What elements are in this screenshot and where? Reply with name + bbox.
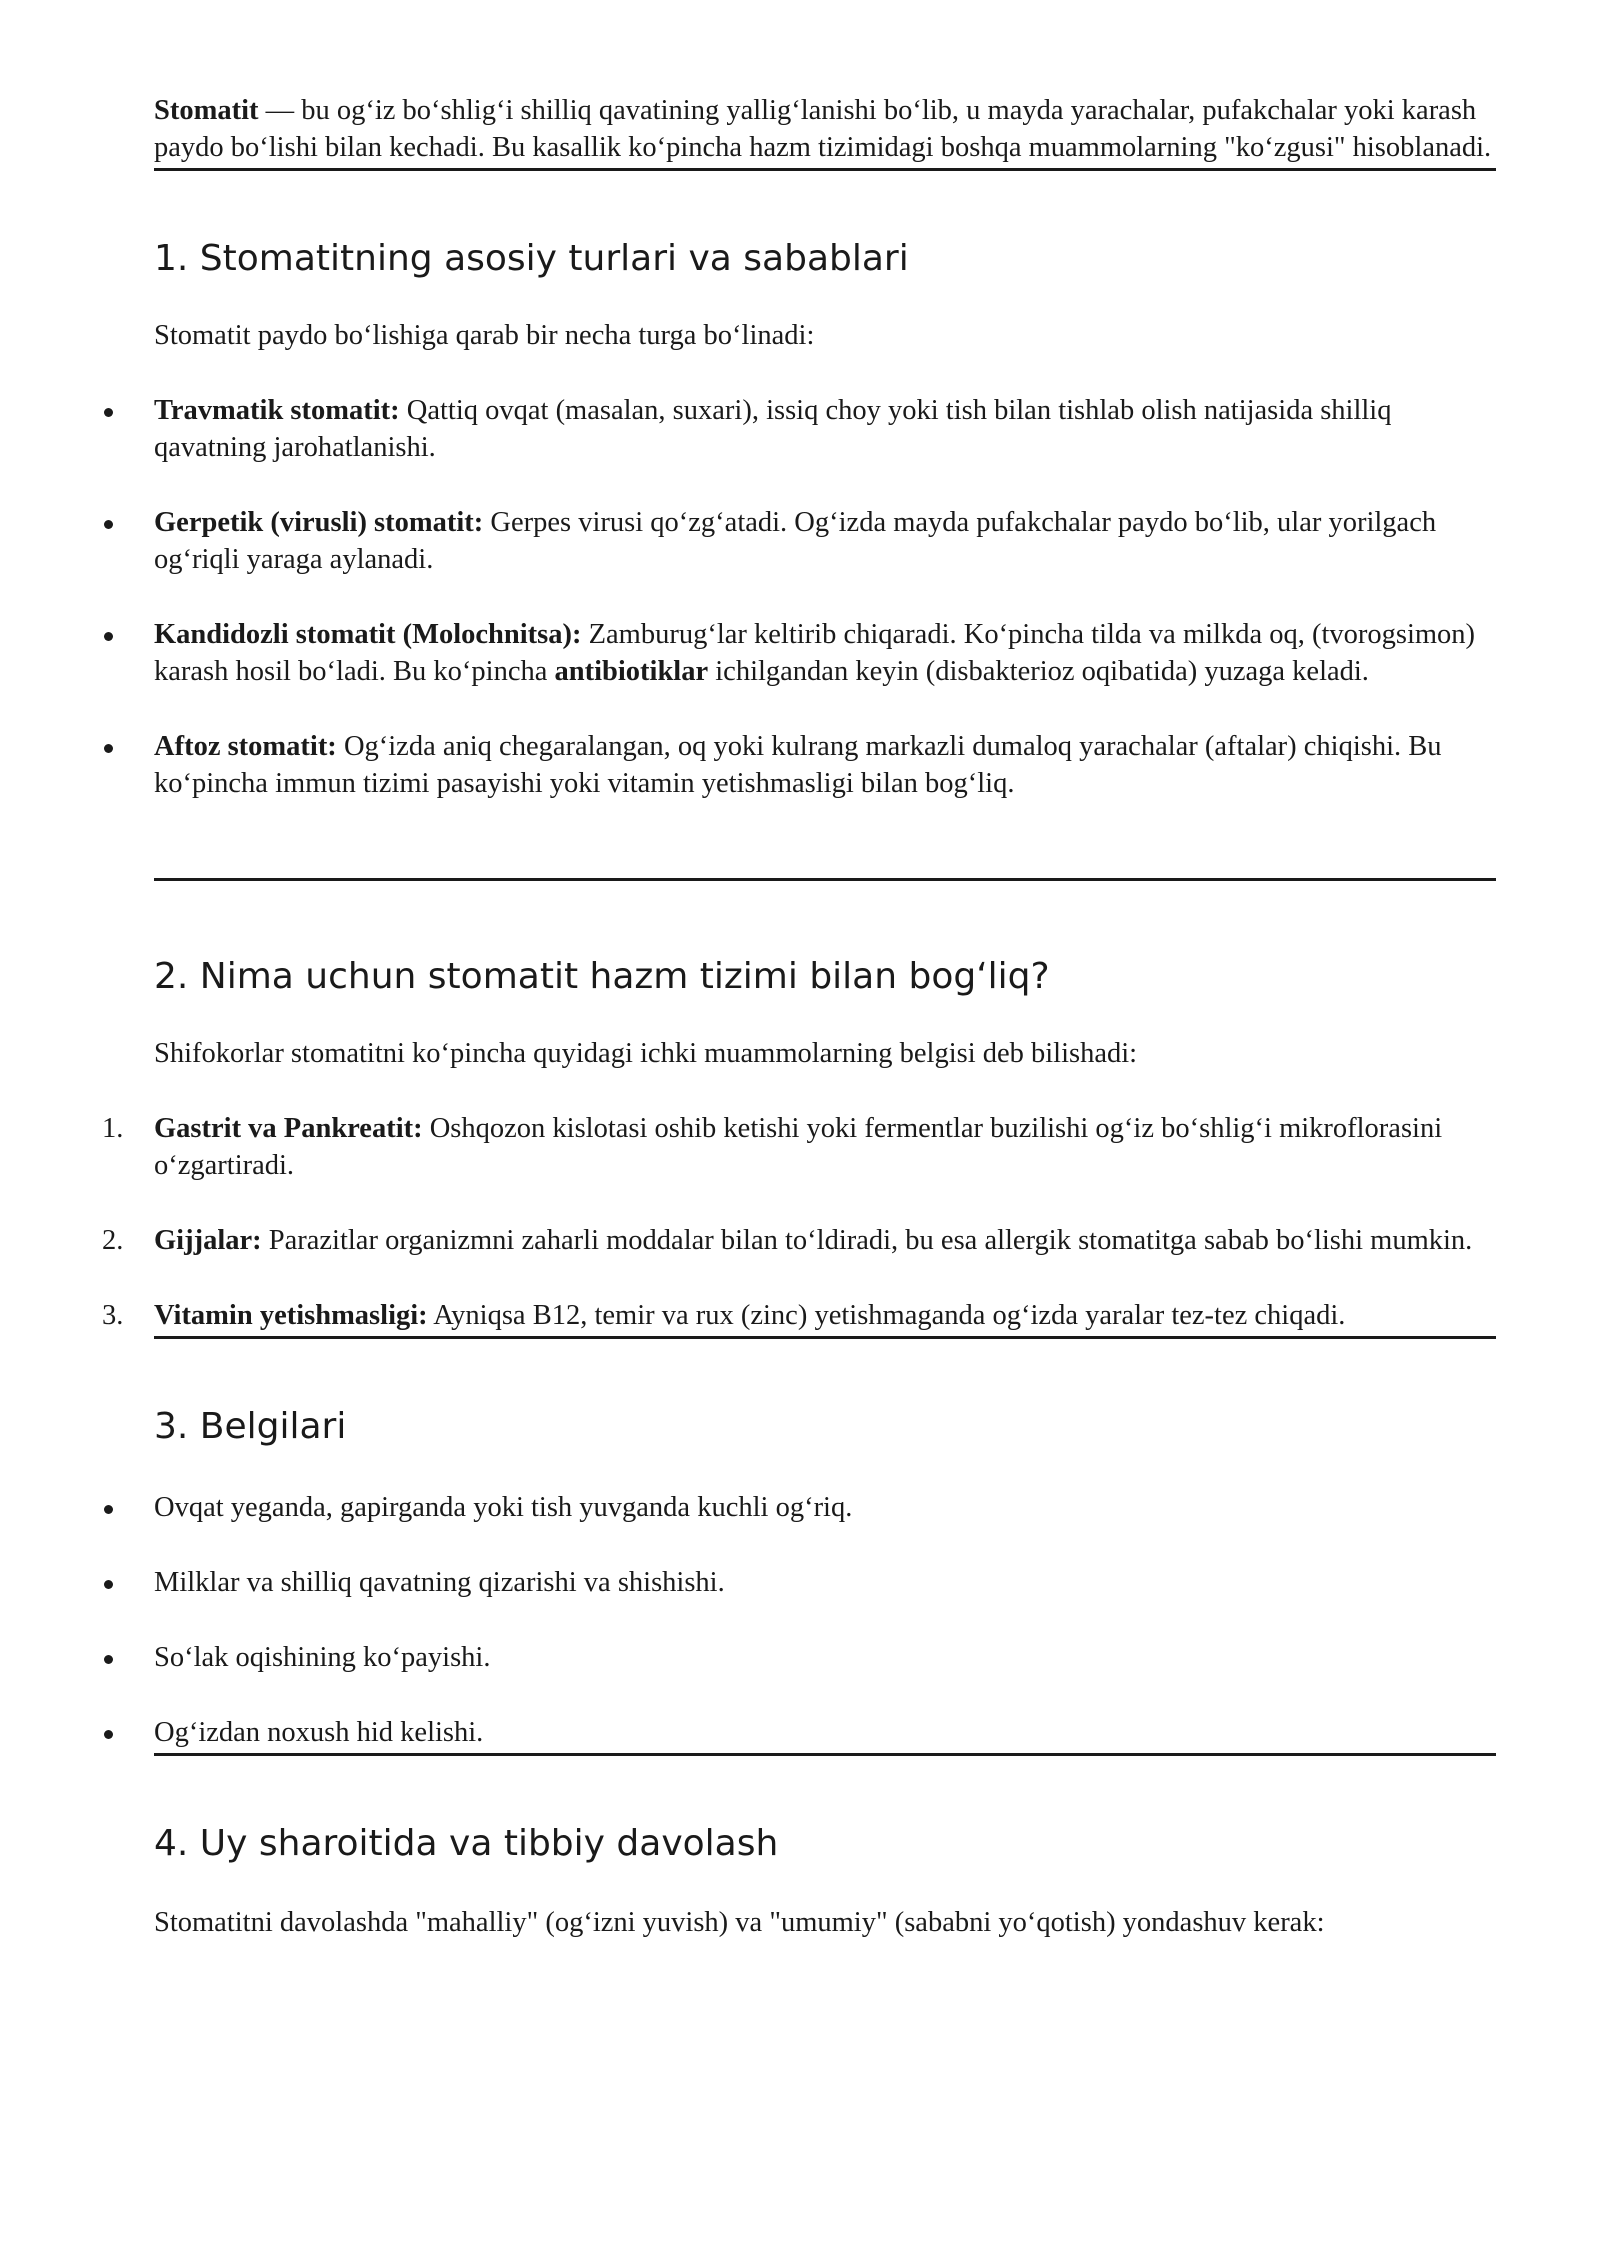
item-text: Og‘izdan noxush hid kelishi. — [154, 1717, 484, 1748]
section3-list — [154, 1489, 1496, 1751]
list-item — [154, 1489, 1496, 1526]
section-heading-2: 2. Nima uchun stomatit hazm tizimi bilan bog‘liq? — [154, 956, 1050, 997]
list-item — [154, 392, 1496, 466]
item-text: Parazitlar organizmni zaharli moddalar bilan to‘ldiradi, bu esa allergik stomatitga sabab bo‘lishi mumkin. — [261, 1225, 1473, 1256]
intro-paragraph — [154, 92, 1496, 166]
list-item — [154, 728, 1496, 802]
section4-lead: Stomatitni davolashda "mahalliy" (og‘izni yuvish) va "umumiy" (sababni yo‘qotish) yondashuv kerak: — [154, 1907, 1325, 1938]
list-item — [154, 1714, 1496, 1751]
list-item — [154, 1639, 1496, 1676]
item-text: Oshqozon kislotasi oshib ketishi yoki fermentlar buzilishi og‘iz bo‘shlig‘i mikroflorasini o‘zgartiradi. — [154, 1113, 1443, 1181]
section2-lead: Shifokorlar stomatitni ko‘pincha quyidagi ichki muammolarning belgisi deb bilishadi: — [154, 1038, 1138, 1069]
divider — [154, 1753, 1496, 1756]
section1-lead: Stomatit paydo bo‘lishiga qarab bir necha turga bo‘linadi: — [154, 320, 815, 351]
item-text: Ayniqsa B12, temir va rux (zinc) yetishmaganda og‘izda yaralar tez-tez chiqadi. — [427, 1300, 1346, 1331]
list-item — [102, 1297, 1496, 1334]
document-page — [102, 92, 1496, 1941]
section-heading-3: 3. Belgilari — [154, 1406, 347, 1447]
item-text: Gerpes virusi qo‘zg‘atadi. Og‘izda mayda pufakchalar paydo bo‘lib, ular yorilgach og‘riqli yaraga aylanadi. — [154, 507, 1437, 575]
item-term: Kandidozli stomatit (Molochnitsa): — [154, 619, 582, 650]
list-item — [154, 616, 1496, 690]
item-number: 1. — [102, 1113, 124, 1144]
item-text: Zamburug‘lar keltirib chiqaradi. Ko‘pincha tilda va milkda oq, (tvorogsimon) karash hosil bo‘ladi. Bu ko‘pincha — [154, 619, 1476, 687]
item-number: 2. — [102, 1225, 124, 1256]
item-number: 3. — [102, 1300, 124, 1331]
item-term: Gastrit va Pankreatit: — [154, 1113, 423, 1144]
section2-list — [102, 1110, 1496, 1334]
section-heading-4: 4. Uy sharoitida va tibbiy davolash — [154, 1823, 779, 1864]
divider — [154, 878, 1496, 881]
item-bold-word: antibiotiklar — [554, 656, 709, 687]
item-text: So‘lak oqishining ko‘payishi. — [154, 1642, 491, 1673]
item-text: ichilgandan keyin (disbakterioz oqibatida) yuzaga keladi. — [708, 656, 1369, 687]
intro-text: — bu og‘iz bo‘shlig‘i shilliq qavatining yallig‘lanishi bo‘lib, u mayda yarachalar, pufakchalar yoki karash paydo bo‘lishi bilan kechadi. Bu kasallik ko‘pincha hazm tizimidagi boshqa muammolarning "ko‘zgusi" hisoblanadi. — [154, 95, 1492, 163]
item-term: Aftoz stomatit: — [154, 731, 337, 762]
item-text: Og‘izda aniq chegaralangan, oq yoki kulrang markazli dumaloq yarachalar (aftalar) chiqishi. Bu ko‘pincha immun tizimi pasayishi yoki vitamin yetishmasligi bilan bog‘liq. — [154, 731, 1442, 799]
divider — [154, 1336, 1496, 1339]
item-text: Ovqat yeganda, gapirganda yoki tish yuvganda kuchli og‘riq. — [154, 1492, 853, 1523]
item-text: Qattiq ovqat (masalan, suxari), issiq choy yoki tish bilan tishlab olish natijasida shilliq qavatning jarohatlanishi. — [154, 395, 1392, 463]
list-item — [154, 504, 1496, 578]
item-term: Vitamin yetishmasligi: — [154, 1300, 428, 1331]
item-term: Gerpetik (virusli) stomatit: — [154, 507, 484, 538]
divider — [154, 168, 1496, 171]
list-item — [154, 1564, 1496, 1601]
list-item — [102, 1222, 1496, 1259]
item-term: Travmatik stomatit: — [154, 395, 400, 426]
list-item — [102, 1110, 1496, 1184]
section1-list — [154, 392, 1496, 802]
section-heading-1: 1. Stomatitning asosiy turlari va sabablari — [154, 238, 909, 279]
item-text: Milklar va shilliq qavatning qizarishi va shishishi. — [154, 1567, 725, 1598]
item-term: Gijjalar: — [154, 1225, 262, 1256]
intro-term: Stomatit — [154, 95, 259, 126]
